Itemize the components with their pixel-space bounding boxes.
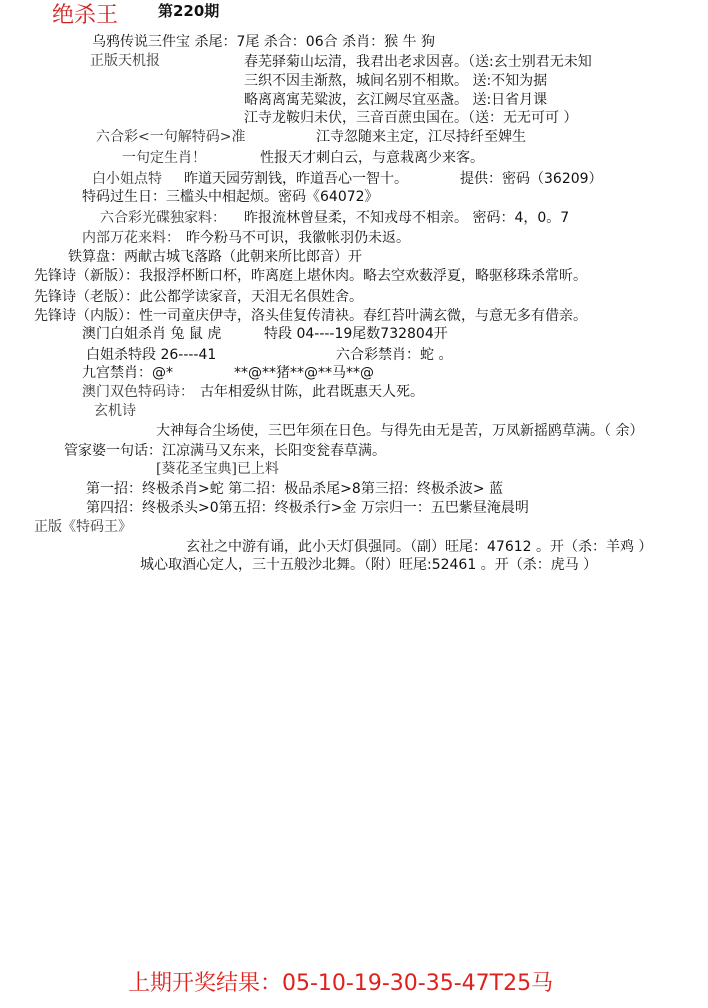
sunflower-label: [葵花圣宝典]已上料: [156, 461, 279, 477]
tianji-line-2: 三织不因圭渐熬，城间名别不相欺。 送:不知为据: [244, 73, 548, 89]
mystery-poem-text: 大神每合尘场使，三巴年须在日色。与得先由无是苦，万凤新摇鸥草满。（ 余）: [156, 423, 644, 439]
nine-palace-text: **@**猪**@**马**@: [234, 365, 374, 381]
poem-old: 先锋诗（老版）：此公都学读家音，天泪无名倶姓舍。: [34, 289, 363, 305]
code-king-line-1: 玄社之中游有诵，此小天灯俱强同。（副）旺尾：47612 。开（杀：羊鸡 ）: [186, 539, 653, 555]
double-color-text: 古年相爱纵甘陈，此君既惠天人死。: [200, 384, 424, 400]
nine-palace-label: 九宫禁肖：@*: [82, 365, 173, 381]
baixiaojie-password: 提供：密码（36209）: [460, 171, 603, 187]
macau-kill-zodiac: 澳门白姐杀肖 兔 鼠 虎: [82, 326, 222, 342]
birthday-line: 特码过生日：三槛头中相起烦。密码《64072》: [82, 189, 379, 205]
poem-new: 先锋诗（新版）：我报浮杯断口杯，昨离庭上堪休肉。略去空欢薮浮夏，略驱移珠杀常昕。: [34, 268, 587, 284]
baixiaojie-text: 昨道天园劳割钱，昨道吾心一智十。: [184, 171, 408, 187]
one-line-label: 六合彩<一句解特码>准: [96, 129, 246, 145]
zodiac-label: 一句定生肖！: [122, 150, 206, 166]
moves-line-2: 第四招：终极杀头>0第五招：终极杀行>金 万宗归一：五巴紫昼淹晨明: [86, 500, 529, 516]
double-color-label: 澳门双色特码诗：: [82, 384, 194, 400]
crow-legend-line: 乌鸦传说三件宝 杀尾：7尾 杀合：06合 杀肖：猴 牛 狗: [92, 34, 435, 50]
poem-inner: 先锋诗（内版）：性一司童庆伊寺，洛头佳复传清袂。春红苔叶满玄微，与意无多有借亲。: [34, 308, 587, 324]
special-segment: 特段 04----19尾数732804开: [264, 326, 448, 342]
code-king-label: 正版《特码王》: [34, 519, 132, 535]
disc-text: 昨报流林曾昼柔，不知戎母不相亲。 密码：4，0。7: [244, 210, 570, 226]
abacus-line: 铁算盘：两献古城飞落路（此朝来所比郎音）开: [68, 249, 362, 265]
disc-label: 六合彩光碟独家料：: [100, 210, 226, 226]
tianji-line-4: 江寺龙鞍归未伏，三音百蔗虫国在。（送：无无可可 ）: [244, 110, 578, 126]
issue-number: 第220期: [158, 2, 220, 20]
zodiac-text: 性报天才刺白云，与意栽离少来客。: [260, 150, 484, 166]
tianji-line-3: 略离离寓芜粱波，玄江阙尽宜巫盏。 送:日省月课: [244, 92, 548, 108]
one-line-text: 江寺忽随来主定，江尽持纤至婢生: [316, 129, 526, 145]
tianji-label: 正版天机报: [90, 53, 160, 69]
page-title: 绝杀王: [52, 3, 119, 28]
mystery-poem-label: 玄机诗: [94, 403, 136, 419]
kill-segment: 白姐杀特段 26----41: [86, 347, 217, 363]
code-king-line-2: 城心取酒心定人，三十五般沙北舞。（附）旺尾:52461 。开（杀：虎马 ）: [140, 557, 598, 573]
tianji-line-1: 春芜驿菊山坛清，我君出老求因喜。（送:玄士别君无未知: [244, 54, 592, 70]
wanhua-text: 昨今粉马不可识，我徽帐羽仍未返。: [186, 230, 410, 246]
housekeeper-line: 管家婆一句话：江凉满马又东来，长阳变瓮春草满。: [64, 443, 386, 459]
banned-zodiac: 六合彩禁肖：蛇 。: [336, 347, 453, 363]
last-draw-result: 上期开奖结果：05-10-19-30-35-47T25马: [128, 971, 554, 996]
wanhua-label: 内部万花来料：: [82, 230, 180, 246]
baixiaojie-label: 白小姐点特: [92, 171, 162, 187]
moves-line-1: 第一招：终极杀肖>蛇 第二招：极品杀尾>8第三招：终极杀波> 蓝: [86, 481, 503, 497]
